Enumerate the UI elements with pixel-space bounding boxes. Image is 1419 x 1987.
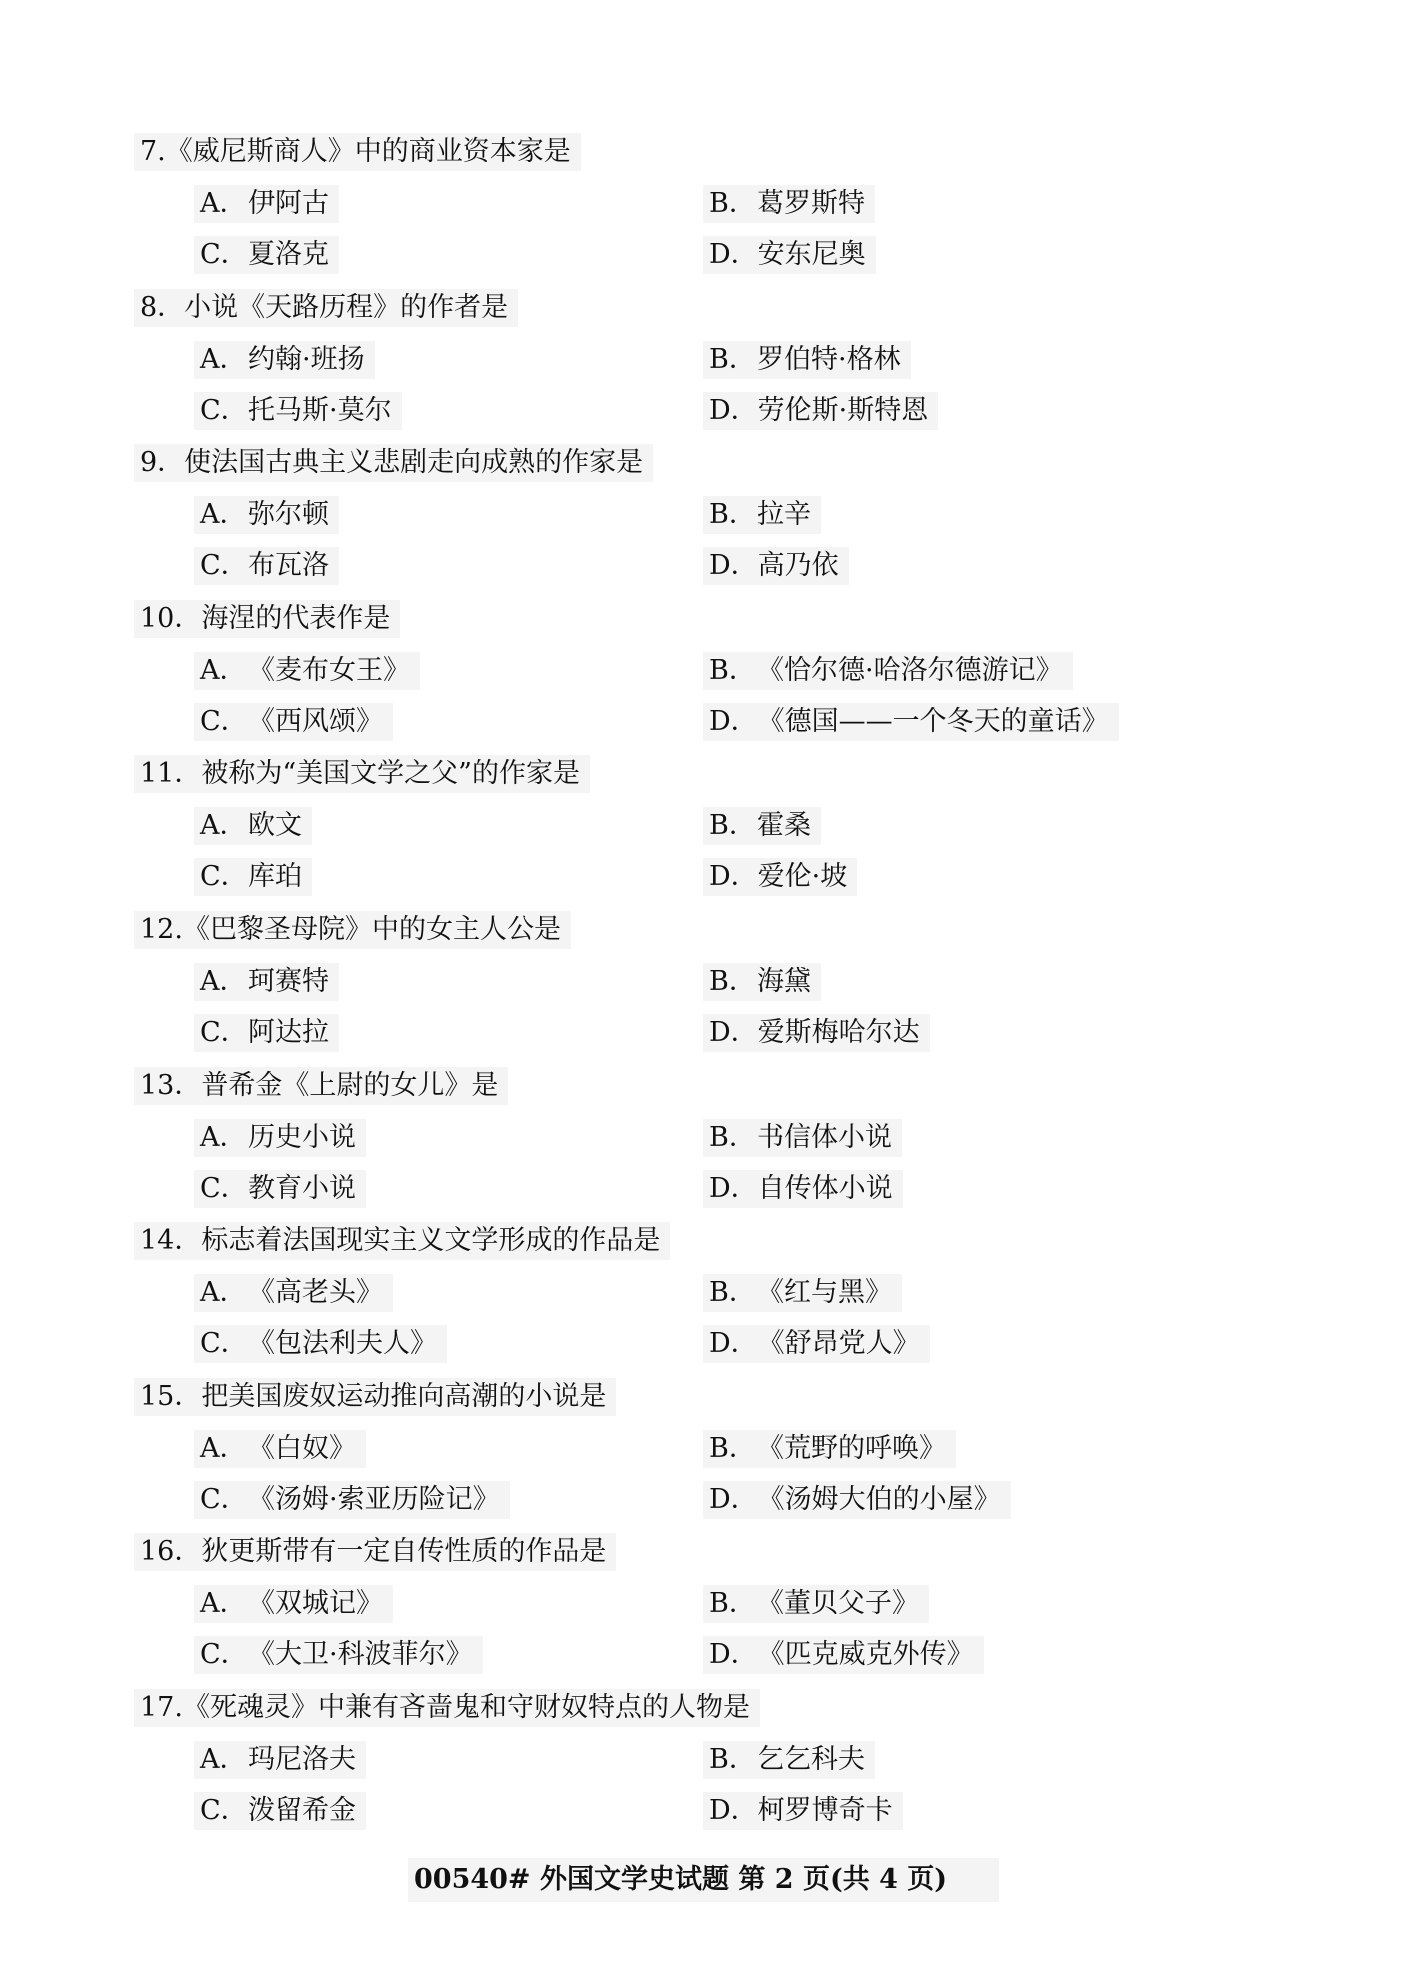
answer-option [194,392,402,430]
option-text: 劳伦斯·斯特恩 [757,395,929,426]
option-text: 珂赛特 [248,966,329,997]
answer-option [703,1792,903,1830]
option-letter: B． [709,499,756,530]
option-letter: C． [200,1795,248,1826]
option-text: 《汤姆大伯的小屋》 [757,1484,1001,1515]
question-stem: 12.《巴黎圣母院》中的女主人公是 [134,911,571,949]
option-letter: A． [200,1122,247,1153]
option-letter: B． [709,810,756,841]
option-letter: D． [709,1328,758,1359]
option-text: 安东尼奥 [757,239,866,270]
answer-option [194,1014,339,1052]
option-text: 布瓦洛 [248,550,329,581]
option-letter: B． [709,966,756,997]
answer-option [194,703,393,741]
option-text: 柯罗博奇卡 [757,1795,893,1826]
answer-option [194,1170,366,1208]
answer-option [703,1585,929,1623]
answer-option [194,1481,510,1519]
option-text: 霍桑 [757,810,811,841]
option-text: 玛尼洛夫 [248,1744,356,1775]
option-letter: C． [200,1017,248,1048]
option-text: 罗伯特·格林 [757,344,901,375]
option-letter: D． [709,1484,758,1515]
question-stem: 17.《死魂灵》中兼有吝啬鬼和守财奴特点的人物是 [134,1689,760,1727]
answer-option [194,236,339,274]
option-text: 高乃依 [757,550,839,581]
option-text: 《匹克威克外传》 [757,1639,974,1670]
answer-option [703,496,821,534]
option-text: 约翰·班扬 [248,344,365,375]
option-letter: C． [200,1484,248,1515]
answer-option [703,652,1073,690]
answer-option [703,1741,875,1779]
answer-option [703,963,821,1001]
option-text: 欧文 [248,810,302,841]
answer-option [703,1481,1011,1519]
option-text: 《汤姆·索亚历险记》 [248,1484,500,1515]
answer-option [703,1430,956,1468]
option-letter: B． [709,188,756,219]
option-letter: C． [200,239,248,270]
option-letter: B． [709,1122,756,1153]
option-letter: D． [709,861,758,892]
answer-option [703,547,849,585]
option-text: 乞乞科夫 [757,1744,865,1775]
option-text: 《高老头》 [248,1277,383,1308]
page-footer: 00540# 外国文学史试题 第 2 页(共 4 页) [408,1858,999,1902]
option-letter: A． [200,1588,247,1619]
option-letter: C． [200,395,248,426]
option-text: 《红与黑》 [757,1277,892,1308]
option-letter: A． [200,655,247,686]
option-text: 历史小说 [248,1122,356,1153]
answer-option [194,1274,393,1312]
option-letter: D． [709,395,758,426]
question-stem: 9．使法国古典主义悲剧走向成熟的作家是 [134,444,653,482]
answer-option [194,652,420,690]
option-text: 《恰尔德·哈洛尔德游记》 [757,655,1063,686]
answer-option [194,1741,366,1779]
answer-option [703,1119,902,1157]
option-letter: A． [200,1433,247,1464]
answer-option [703,1170,903,1208]
option-letter: B． [709,344,756,375]
answer-option [703,1014,930,1052]
question-stem: 15．把美国废奴运动推向高潮的小说是 [134,1378,616,1416]
option-letter: C． [200,1639,248,1670]
answer-option [194,963,339,1001]
option-letter: A． [200,1744,247,1775]
option-letter: C． [200,706,248,737]
option-text: 《董贝父子》 [757,1588,919,1619]
option-text: 葛罗斯特 [757,188,865,219]
option-letter: B． [709,1277,756,1308]
option-text: 《德国——一个冬天的童话》 [757,706,1109,737]
answer-option [194,1325,447,1363]
option-text: 托马斯·莫尔 [248,395,392,426]
option-letter: C． [200,550,248,581]
option-letter: D． [709,239,758,270]
answer-option [194,496,339,534]
option-letter: D． [709,1017,758,1048]
answer-option [194,1792,366,1830]
answer-option [703,392,938,430]
option-letter: D． [709,1173,758,1204]
answer-option [194,547,339,585]
option-text: 《麦布女王》 [248,655,410,686]
option-text: 《大卫·科波菲尔》 [248,1639,473,1670]
option-letter: D． [709,1639,758,1670]
answer-option [194,807,312,845]
answer-option [194,341,375,379]
question-stem: 16．狄更斯带有一定自传性质的作品是 [134,1533,616,1571]
answer-option [194,858,312,896]
option-letter: D． [709,1795,758,1826]
option-text: 《白奴》 [248,1433,356,1464]
option-text: 《包法利夫人》 [248,1328,437,1359]
option-text: 爱斯梅哈尔达 [757,1017,920,1048]
option-text: 库珀 [248,861,302,892]
option-text: 教育小说 [248,1173,356,1204]
option-letter: C． [200,1328,248,1359]
option-letter: A． [200,810,247,841]
answer-option [703,1274,902,1312]
option-letter: A． [200,344,247,375]
option-text: 《双城记》 [248,1588,383,1619]
option-letter: B． [709,655,756,686]
answer-option [703,236,876,274]
question-stem: 10．海涅的代表作是 [134,600,400,638]
option-text: 泼留希金 [248,1795,356,1826]
answer-option [194,1430,366,1468]
answer-option [703,341,911,379]
option-letter: B． [709,1744,756,1775]
option-letter: A． [200,1277,247,1308]
question-stem: 11．被称为“美国文学之父”的作家是 [134,755,590,793]
question-stem: 7.《威尼斯商人》中的商业资本家是 [134,133,581,171]
answer-option [194,1119,366,1157]
option-text: 爱伦·坡 [757,861,848,892]
answer-option [703,858,857,896]
option-text: 《荒野的呼唤》 [757,1433,946,1464]
option-letter: A． [200,188,247,219]
option-text: 《舒昂党人》 [757,1328,920,1359]
option-text: 阿达拉 [248,1017,329,1048]
answer-option [703,807,821,845]
option-letter: B． [709,1588,756,1619]
answer-option [194,185,339,223]
option-text: 书信体小说 [757,1122,892,1153]
answer-option [703,185,875,223]
option-letter: A． [200,499,247,530]
question-stem: 14．标志着法国现实主义文学形成的作品是 [134,1222,670,1260]
question-stem: 13．普希金《上尉的女儿》是 [134,1067,508,1105]
question-stem: 8．小说《天路历程》的作者是 [134,289,518,327]
option-text: 拉辛 [757,499,811,530]
answer-option [194,1585,393,1623]
option-text: 弥尔顿 [248,499,329,530]
option-text: 海黛 [757,966,811,997]
option-letter: D． [709,706,758,737]
option-text: 《西风颂》 [248,706,383,737]
option-letter: B． [709,1433,756,1464]
option-text: 伊阿古 [248,188,329,219]
option-letter: A． [200,966,247,997]
answer-option [194,1636,483,1674]
option-letter: D． [709,550,758,581]
option-letter: C． [200,861,248,892]
answer-option [703,1636,984,1674]
option-text: 自传体小说 [757,1173,893,1204]
answer-option [703,1325,930,1363]
option-text: 夏洛克 [248,239,329,270]
option-letter: C． [200,1173,248,1204]
answer-option [703,703,1119,741]
